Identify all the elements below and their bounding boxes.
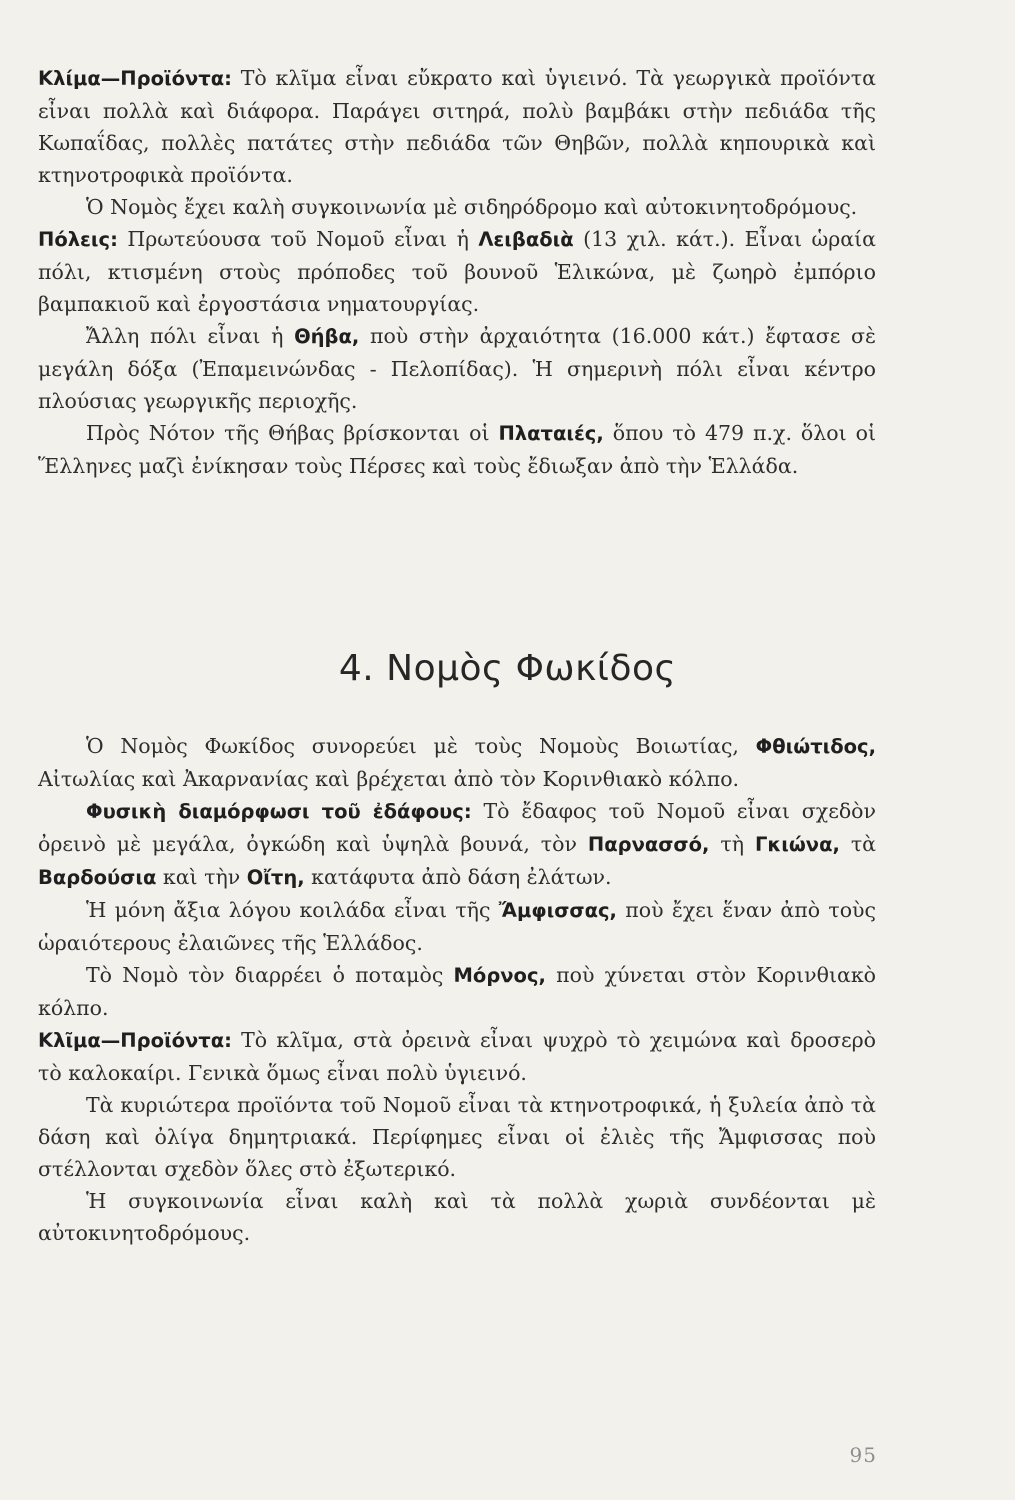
communication-paragraph: Ὁ Νομὸς ἔχει καλὴ συγκοινωνία μὲ σιδηρόδρομο καὶ αὐτοκινητοδρόμους. [86, 195, 858, 219]
mountain-parnassos: Παρνασσό, [587, 833, 710, 856]
cities-paragraph [38, 223, 876, 320]
amfissa-name: Ἄμφισσας, [498, 899, 617, 922]
river-text-2: ποὺ χύνεται στὸν Κορινθιακὸ κόλπο. [38, 963, 876, 1020]
section4-body [38, 730, 876, 1249]
mountain-vardousia: Βαρδούσια [38, 866, 157, 889]
city-plataea: Πλαταιές, [498, 422, 604, 445]
intro-text-2: Αἰτωλίας καὶ Ἀκαρνανίας καὶ βρέχεται ἀπὸ τὸν Κορινθιακὸ κόλπο. [38, 767, 740, 791]
physical-label: Φυσικὴ διαμόρφωσι τοῦ ἐδάφους: [86, 800, 472, 823]
climate-text-2: Τὸ κλῖμα, στὰ ὀρεινὰ εἶναι ψυχρὸ τὸ χειμώνα καὶ δροσερὸ τὸ καλοκαίρι. Γενικὰ ὅμως εἶναι πολὺ ὑγιεινό. [38, 1028, 876, 1085]
physical-text-1: Τὸ ἔδαφος τοῦ Νομοῦ εἶναι σχεδὸν ὀρεινὸ μὲ μεγάλα, ὀγκώδη καὶ ὑψηλὰ βουνά, τὸν [38, 799, 876, 856]
climate-text: Τὸ κλῖμα εἶναι εὔκρατο καὶ ὑγιεινό. Τὰ γεωργικὰ προϊόντα εἶναι πολλὰ καὶ διάφορα. Παράγει σιτηρά, πολὺ βαμβάκι στὴν πεδιάδα τῆς Κωπαΐδας, πολλὲς πατάτες στὴν πεδιάδα τῶν Θηβῶν, πολλὰ κηπουρικὰ καὶ κτηνοτροφικὰ προϊόντα. [38, 66, 876, 187]
physical-text-2: τὴ [709, 832, 755, 856]
climate-paragraph-2 [38, 1024, 876, 1089]
physical-text-5: κατάφυτα ἀπὸ δάση ἐλάτων. [304, 865, 612, 889]
valley-paragraph [38, 894, 876, 959]
climate-paragraph [38, 62, 876, 191]
valley-text-2: ποὺ ἔχει ἕναν ἀπὸ τοὺς ὡραιότερους ἐλαιῶνες τῆς Ἑλλάδος. [38, 898, 877, 955]
communication-paragraph-2: Ἡ συγκοινωνία εἶναι καλὴ καὶ τὰ πολλὰ χωριὰ συνδέονται μὲ αὐτοκινητοδρόμους. [38, 1189, 876, 1245]
section3-body [38, 62, 876, 482]
river-mornos: Μόρνος, [453, 964, 546, 987]
products-paragraph: Τὰ κυριώτερα προϊόντα τοῦ Νομοῦ εἶναι τὰ κτηνοτροφικά, ἡ ξυλεία ἀπὸ τὰ δάση καὶ ὀλίγα δημητριακά. Περίφημες εἶναι οἱ ἐλιὲς τῆς Ἄμφισσας ποὺ στέλλονται σχεδὸν ὅλες στὸ ἐξωτερικό. [38, 1093, 876, 1181]
thebes-text-2: ποὺ στὴν ἀρχαιότητα (16.000 κάτ.) ἔφτασε σὲ μεγάλη δόξα (Ἐπαμεινώνδας - Πελοπίδας). Ἡ σημερινὴ πόλι εἶναι κέντρο πλούσιας γεωργικῆς περιοχῆς. [38, 324, 876, 413]
climate-label: Κλίμα—Προϊόντα: [38, 67, 232, 90]
city-livadia: Λειβαδιὰ [478, 228, 574, 251]
plataea-paragraph [38, 417, 876, 482]
page-number: 95 [849, 1443, 877, 1467]
cities-label: Πόλεις: [38, 228, 118, 251]
cities-text-2: (13 χιλ. κάτ.). Εἶναι ὡραία πόλι, κτισμένη στοὺς πρόποδες τοῦ βουνοῦ Ἑλικώνα, μὲ ζωηρὸ ἐμπόριο βαμπακιοῦ καὶ ἐργοστάσια νηματουργίας. [38, 227, 876, 316]
plataea-text-2: ὅπου τὸ 479 π.χ. ὅλοι οἱ Ἕλληνες μαζὶ ἐνίκησαν τοὺς Πέρσες καὶ τοὺς ἔδιωξαν ἀπὸ τὴν Ἑλλάδα. [38, 421, 876, 478]
section-heading: 4. Νομὸς Φωκίδος [338, 648, 677, 689]
intro-paragraph [38, 730, 876, 795]
physical-text-3: τὰ [839, 832, 877, 856]
river-text-1: Τὸ Νομὸ τὸν διαρρέει ὁ ποταμὸς [86, 963, 454, 987]
cities-text-1: Πρωτεύουσα τοῦ Νομοῦ εἶναι ἡ [117, 227, 479, 251]
climate-label-2: Κλῖμα—Προϊόντα: [38, 1029, 232, 1052]
thebes-text-1: Ἄλλη πόλι εἶναι ἡ [86, 324, 295, 348]
physical-text-4: καὶ τὴν [156, 865, 247, 889]
physical-paragraph [38, 795, 876, 894]
valley-text-1: Ἡ μόνη ἄξια λόγου κοιλάδα εἶναι τῆς [86, 898, 499, 922]
plataea-text-1: Πρὸς Νότον τῆς Θήβας βρίσκονται οἱ [86, 421, 499, 445]
mountain-oiti: Οἴτη, [246, 866, 305, 889]
thebes-paragraph [38, 320, 876, 417]
intro-text-1: Ὁ Νομὸς Φωκίδος συνορεύει μὲ τοὺς Νομοὺς Βοιωτίας, [86, 734, 756, 758]
phthiotis-name: Φθιώτιδος, [755, 735, 876, 758]
mountain-giona: Γκιώνα, [754, 833, 840, 856]
city-thebes: Θήβα, [294, 325, 360, 348]
river-paragraph [38, 959, 876, 1024]
